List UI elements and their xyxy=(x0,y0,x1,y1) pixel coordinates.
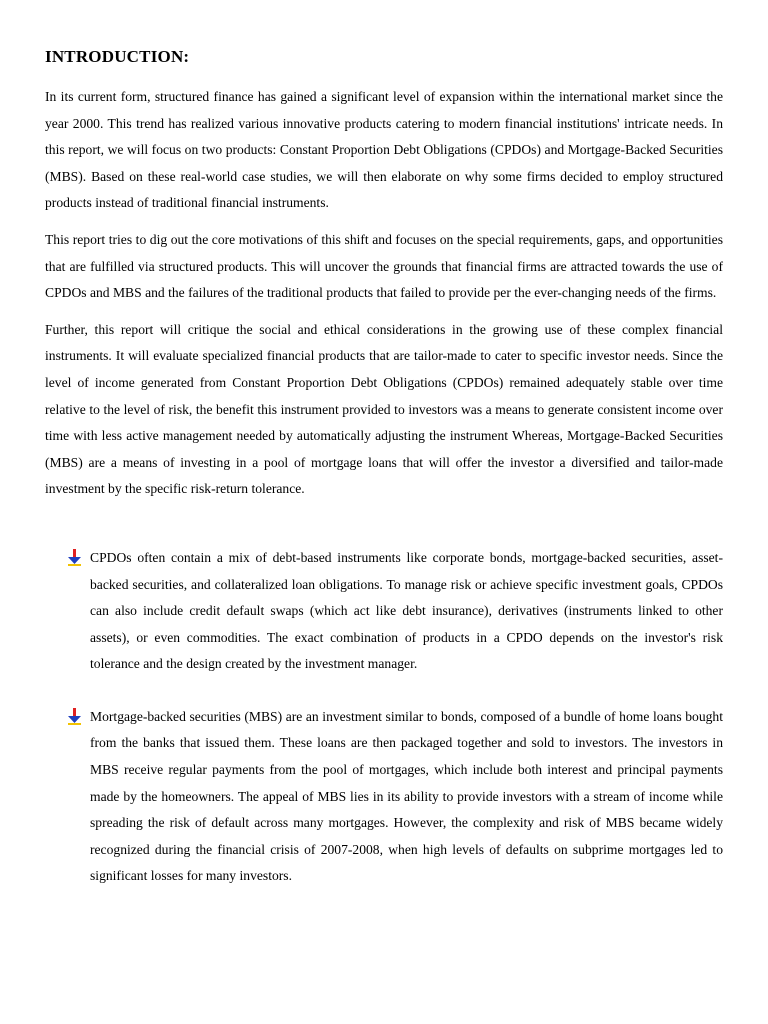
down-arrow-pointer-icon xyxy=(66,549,84,567)
section-heading: INTRODUCTION: xyxy=(45,47,190,66)
down-arrow-pointer-icon xyxy=(66,708,84,726)
bullet-item-mbs xyxy=(45,704,723,890)
bullet-text: CPDOs often contain a mix of debt-based instruments like corporate bonds, mortgage-backed securities, asset-backed securities, and collateralized loan obligations. To manage risk or achieve specific investment goals, CPDOs can also include credit default swaps (which act like debt insurance), derivatives (instruments linked to other assets), or even commodities. The exact combination of products in a CPDO depends on the investor's risk tolerance and the design created by the investment manager. xyxy=(90,549,723,672)
bullet-item-cpdo xyxy=(45,545,723,678)
intro-paragraph-1: In its current form, structured finance has gained a significant level of expansion within the international market since the year 2000. This trend has realized various innovative products catering to modern financial institutions' intricate needs. In this report, we will focus on two products: Constant Proportion Debt Obligations (CPDOs) and Mortgage-Backed Securities (MBS). Based on these real-world case studies, we will then elaborate on why some firms decided to employ structured products instead of traditional financial instruments. xyxy=(45,89,723,211)
intro-paragraph-3: Further, this report will critique the social and ethical considerations in the growing use of these complex financial instruments. It will evaluate specialized financial products that are tailor-made to cater to specific investor needs. Since the level of income generated from Constant Proportion Debt Obligations (CPDOs) remained adequately stable over time relative to the level of risk, the benefit this instrument provided to investors was a means to generate consistent income over time with less active management needed by automatically adjusting the instrument Whereas, Mortgage-Backed Securities (MBS) are a means of investing in a pool of mortgage loans that will offer the investor a diversified and tailor-made investment by the specific risk-return tolerance. xyxy=(45,321,723,497)
bullet-list xyxy=(45,545,723,890)
intro-paragraph-2: This report tries to dig out the core motivations of this shift and focuses on the special requirements, gaps, and opportunities that are fulfilled via structured products. This will uncover the grounds that financial firms are attracted towards the use of CPDOs and MBS and the failures of the traditional products that failed to provide per the ever-changing needs of the firms. xyxy=(45,231,723,301)
document-page xyxy=(45,44,723,916)
bullet-text: Mortgage-backed securities (MBS) are an investment similar to bonds, composed of a bundle of home loans bought from the banks that issued them. These loans are then packaged together and sold to investors. The investors in MBS receive regular payments from the pool of mortgages, which include both interest and principal payments made by the homeowners. The appeal of MBS lies in its ability to provide investors with a stream of income while spreading the risk of default across many mortgages. However, the complexity and risk of MBS became widely recognized during the financial crisis of 2007-2008, when high levels of defaults on subprime mortgages led to significant losses for many investors. xyxy=(90,708,723,884)
